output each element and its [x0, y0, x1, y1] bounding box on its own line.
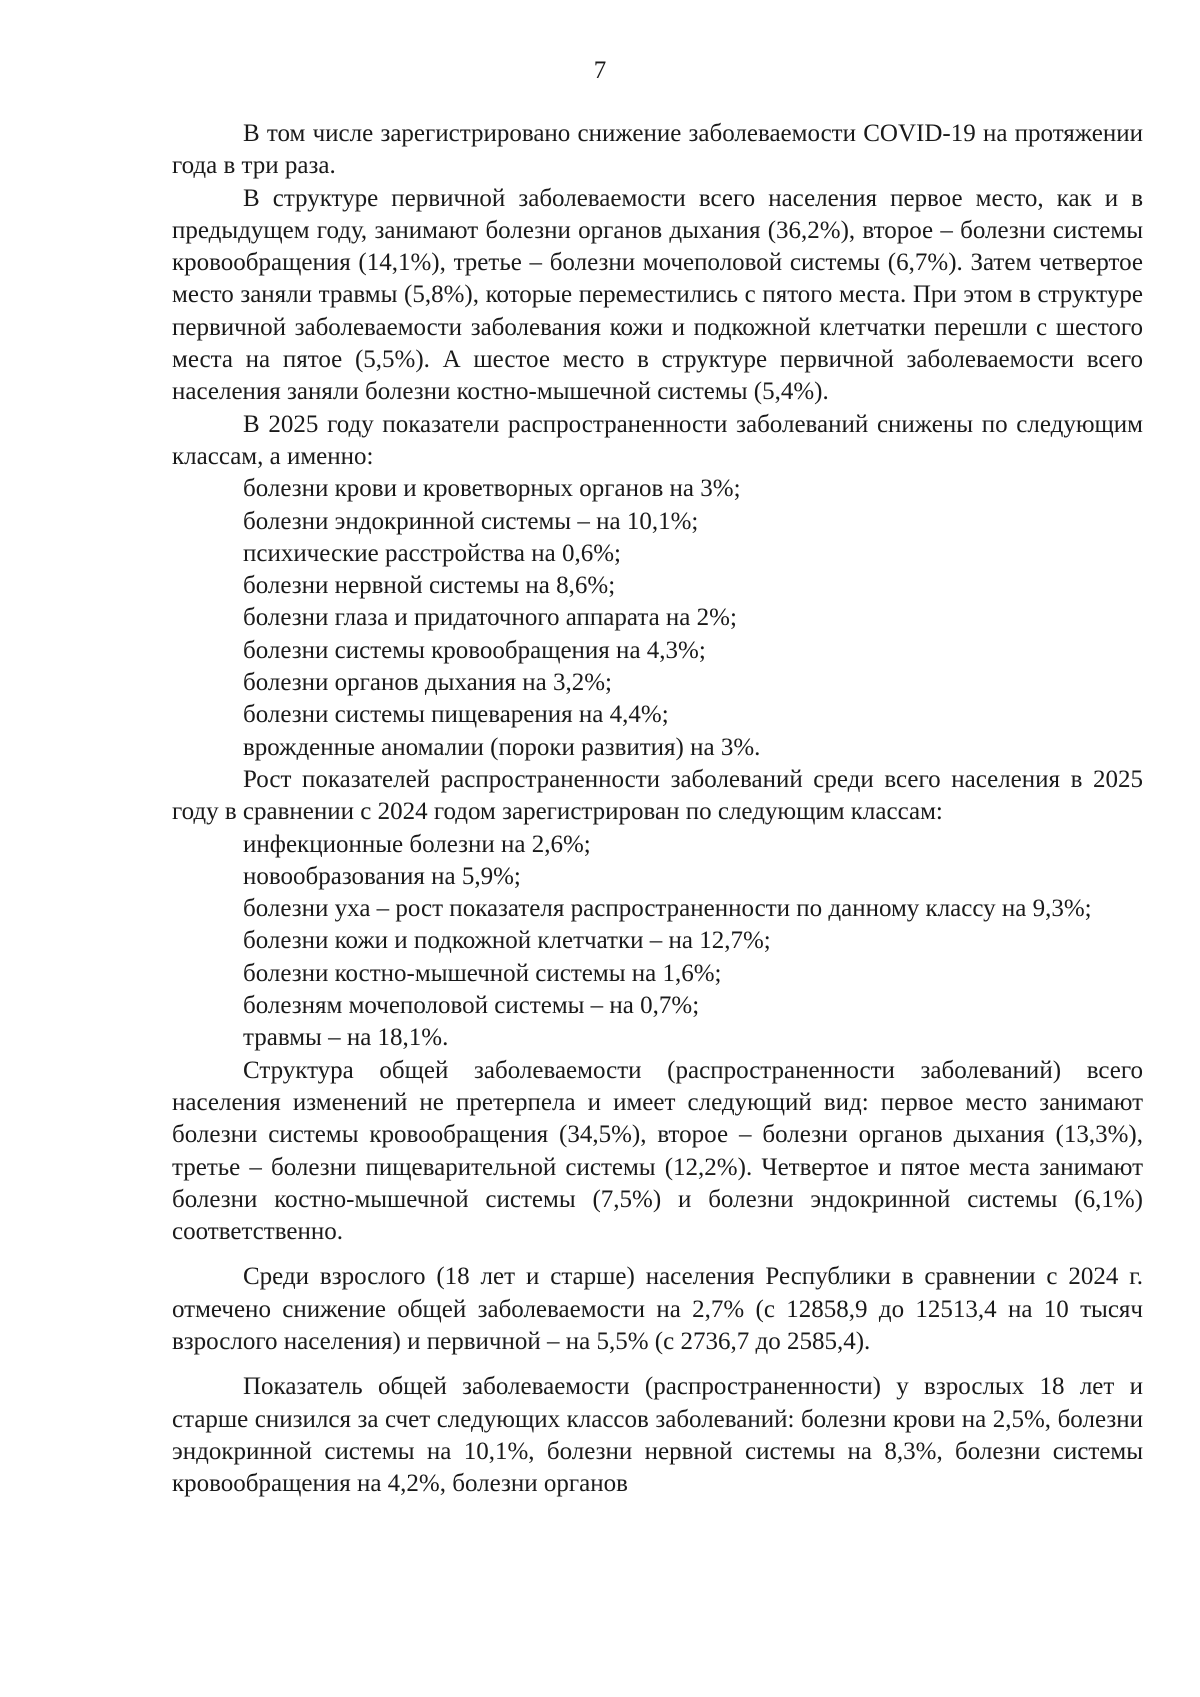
list-item: инфекционные болезни на 2,6%;: [243, 830, 591, 858]
document-body: [172, 118, 1143, 1500]
list-item: болезни нервной системы на 8,6%;: [243, 572, 616, 600]
decrease-list: [172, 473, 1143, 764]
increase-list: [172, 829, 1143, 1055]
list-item: болезни крови и кроветворных органов на 3%;: [243, 475, 741, 503]
list-item: болезням мочеполовой системы – на 0,7%;: [243, 992, 700, 1020]
list-item: психические расстройства на 0,6%;: [243, 539, 621, 567]
paragraph-primary-structure: В структуре первичной заболеваемости всего населения первое место, как и в предыдущем году, занимают болезни органов дыхания (36,2%), второе – болезни системы кровообращения (14,1%), третье – болезни мочеполовой системы (6,7%). Затем четвертое место заняли травмы (5,8%), которые переместились с пятого места. При этом в структуре первичной заболеваемости заболевания кожи и подкожной клетчатки перешли с шестого места на пятое (5,5%). А шестое место в структуре первичной заболеваемости всего населения заняли болезни костно-мышечной системы (5,4%).: [172, 184, 1143, 406]
paragraph-general-structure: Структура общей заболеваемости (распространенности заболеваний) всего населения изменений не претерпела и имеет следующий вид: первое место занимают болезни системы кровообращения (34,5%), второе – болезни органов дыхания (13,3%), третье – болезни пищеварительной системы (12,2%). Четвертое и пятое места занимают болезни костно-мышечной системы (7,5%) и болезни эндокринной системы (6,1%) соответственно.: [172, 1056, 1143, 1246]
list-item: болезни эндокринной системы – на 10,1%;: [243, 507, 699, 535]
list-item: болезни органов дыхания на 3,2%;: [243, 669, 612, 697]
paragraph-covid: В том числе зарегистрировано снижение заболеваемости COVID-19 на протяжении года в три раза.: [172, 120, 1143, 180]
paragraph-adult-indicator: Показатель общей заболеваемости (распространенности) у взрослых 18 лет и старше снизился за счет следующих классов заболеваний: болезни крови на 2,5%, болезни эндокринной системы на 10,1%, болезни нервной системы на 8,3%, болезни системы кровообращения на 4,2%, болезни органов: [172, 1373, 1143, 1498]
list-item: травмы – на 18,1%.: [243, 1024, 449, 1052]
paragraph-decrease-intro: В 2025 году показатели распространенности заболеваний снижены по следующим классам, а именно:: [172, 410, 1143, 470]
paragraph-adult-population: Среди взрослого (18 лет и старше) населения Республики в сравнении с 2024 г. отмечено снижение общей заболеваемости на 2,7% (с 12858,9 до 12513,4 на 10 тысяч взрослого населения) и первичной – на 5,5% (с 2736,7 до 2585,4).: [172, 1263, 1143, 1355]
list-item: новообразования на 5,9%;: [243, 862, 521, 890]
list-item: врожденные аномалии (пороки развития) на 3%.: [243, 733, 761, 761]
list-item: болезни системы пищеварения на 4,4%;: [243, 701, 669, 729]
list-item: болезни костно-мышечной системы на 1,6%;: [243, 959, 722, 987]
page-number: 7: [593, 57, 607, 84]
list-item: болезни системы кровообращения на 4,3%;: [243, 636, 706, 664]
list-item: болезни уха – рост показателя распространенности по данному классу на 9,3%;: [243, 895, 1092, 923]
list-item: болезни кожи и подкожной клетчатки – на 12,7%;: [243, 927, 771, 955]
list-item: болезни глаза и придаточного аппарата на 2%;: [243, 604, 737, 632]
paragraph-increase-intro: Рост показателей распространенности заболеваний среди всего населения в 2025 году в сравнении с 2024 годом зарегистрирован по следующим классам:: [172, 765, 1143, 826]
